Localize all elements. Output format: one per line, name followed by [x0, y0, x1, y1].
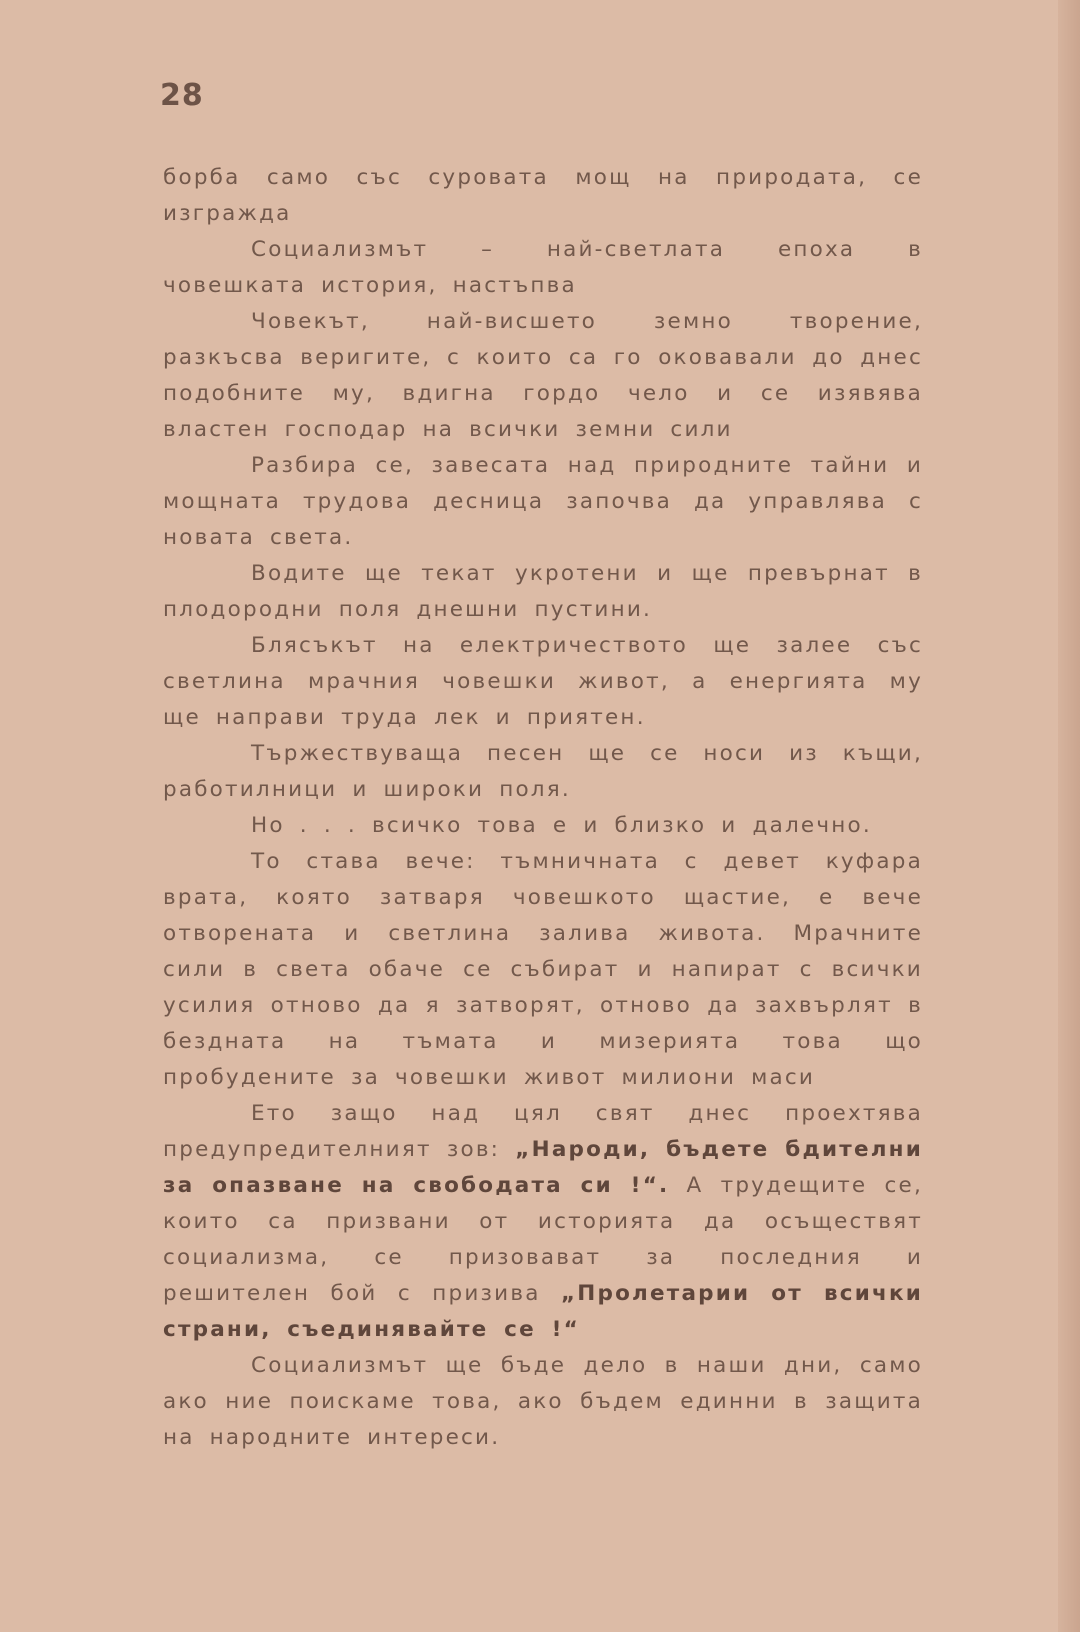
- paragraph: [163, 844, 923, 1096]
- text-segment: А трудещите се, които са призвани от историята да осъществят социализма, се призовават за последния и решителен бой с призива: [163, 1173, 923, 1306]
- text-segment: Ето защо над цял свят днес проехтява предупредителният зов:: [163, 1101, 923, 1162]
- page-edge-shadow: [1058, 0, 1080, 1632]
- text-segment: Разбира се, завесата над природните тайни и мощната трудова десница започва да управлява с новата света.: [163, 453, 923, 550]
- text-segment: То става вече: тъмничната с девет куфара врата, която затваря човешкото щастие, е вече отворената и светлина залива живота. Мрачните сили в света обаче се събират и напират с всички усилия отново да я затворят, отново да захвърлят в бездната на тъмата и мизерията това що пробудените за човешки живот милиони маси: [163, 849, 923, 1090]
- paragraph: [163, 304, 923, 448]
- body-text: [163, 160, 923, 1456]
- paragraph: [163, 232, 923, 304]
- text-segment: борба само със суровата мощ на природата, се изгражда: [163, 165, 923, 226]
- text-segment: Водите ще текат укротени и ще превърнат в плодородни поля днешни пустини.: [163, 561, 923, 622]
- paragraph: [163, 160, 923, 232]
- paragraph: [163, 556, 923, 628]
- paragraph: [163, 1096, 923, 1348]
- paragraph: [163, 808, 923, 844]
- paragraph: [163, 1348, 923, 1456]
- text-segment: Социализмът – най-светлата епоха в човешката история, настъпва: [163, 237, 923, 298]
- text-segment: Но . . . всичко това е и близко и далечно.: [251, 813, 872, 838]
- paragraph: [163, 448, 923, 556]
- text-segment: Тържествуваща песен ще се носи из къщи, работилници и широки поля.: [163, 741, 923, 802]
- page-number: 28: [160, 78, 204, 113]
- text-segment: Човекът, най-висшето земно творение, разкъсва веригите, с които са го оковавали до днес подобните му, вдигна гордо чело и се изявява властен господар на всички земни сили: [163, 309, 923, 442]
- text-segment: Блясъкът на електричеството ще залее със светлина мрачния човешки живот, а енергията му ще направи труда лек и приятен.: [163, 633, 923, 730]
- bold-text: „Пролетарии от всички страни, съединявайте се !“: [163, 1281, 923, 1342]
- paragraph: [163, 628, 923, 736]
- paragraph: [163, 736, 923, 808]
- text-segment: Социализмът ще бъде дело в наши дни, само ако ние поискаме това, ако бъдем единни в защита на народните интереси.: [163, 1353, 923, 1450]
- bold-text: „Народи, бъдете бдителни за опазване на свободата си !“.: [163, 1137, 924, 1198]
